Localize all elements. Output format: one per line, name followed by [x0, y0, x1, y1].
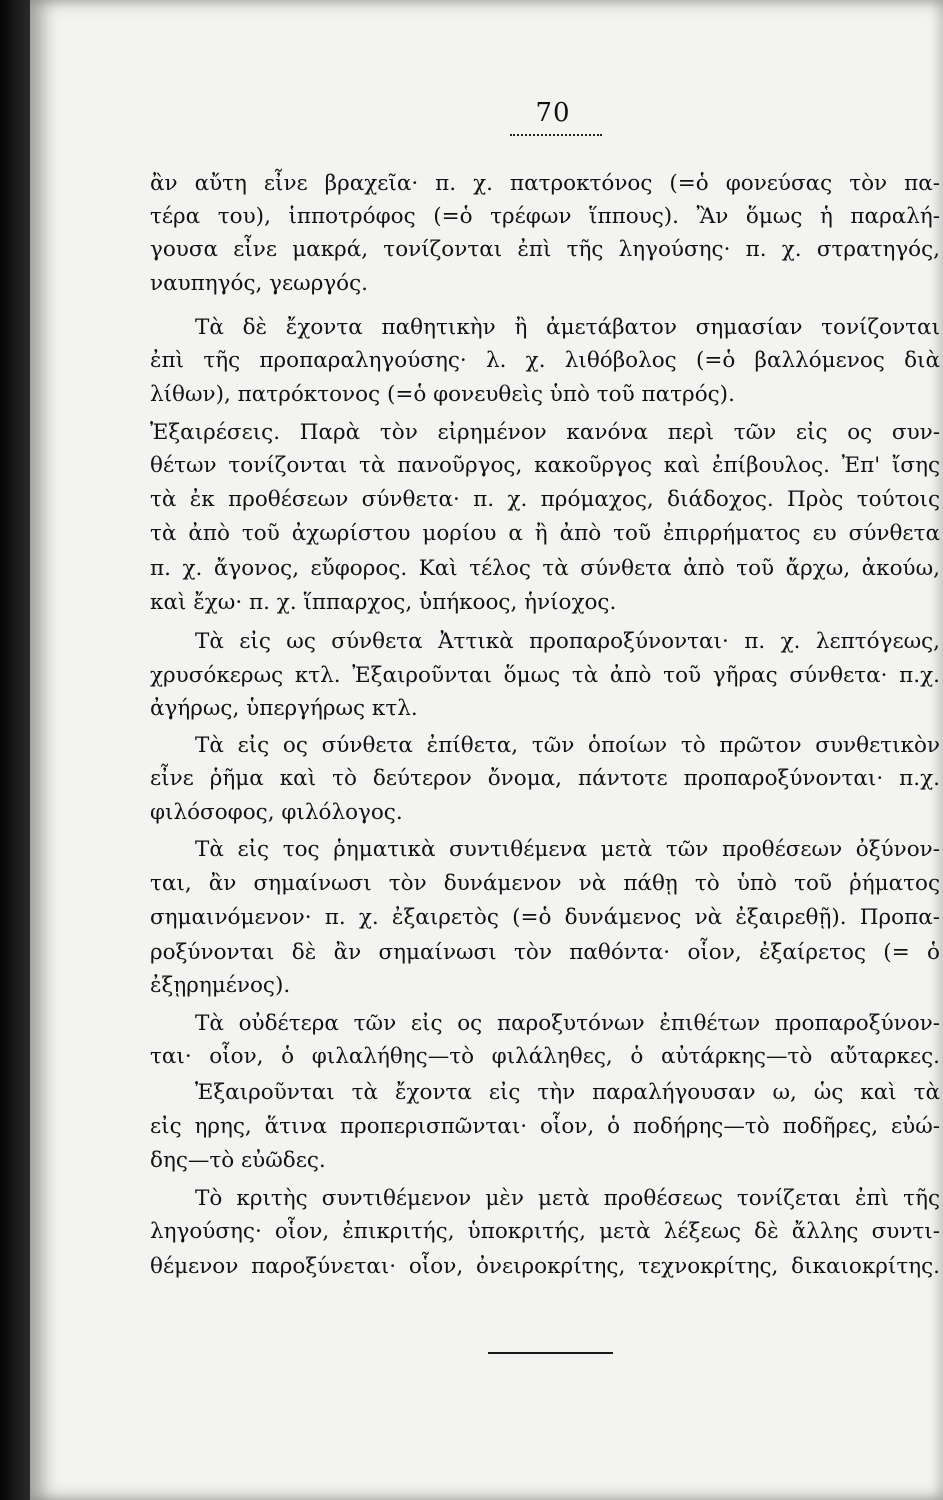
- paragraph-start-line: Ἐξαιρέσεις. Παρὰ τὸν εἰρημένον κανόνα περὶ τῶν εἰς ος συν-: [150, 420, 940, 445]
- page-number-underline: [510, 134, 602, 136]
- text-line: ληγούσης· οἷον, ἐπικριτής, ὑποκριτής, μετὰ λέξεως δὲ ἄλλης συντι-: [150, 1219, 940, 1244]
- text-line: ροξύνονται δὲ ἂν σημαίνωσι τὸν παθόντα· οἷον, ἐξαίρετος (= ὁ: [150, 940, 940, 965]
- paragraph-start-line: Τὰ εἰς ως σύνθετα Ἀττικὰ προπαροξύνονται· π. χ. λεπτόγεως,: [195, 629, 940, 654]
- text-line: ται· οἷον, ὁ φιλαλήθης—τὸ φιλάληθες, ὁ αὐτάρκης—τὸ αὔταρκες.: [150, 1044, 940, 1069]
- text-line: λίθων), πατρόκτονος (=ὁ φονευθεὶς ὑπὸ τοῦ πατρός).: [150, 382, 735, 407]
- text-line: θέτων τονίζονται τὰ πανοῦργος, κακοῦργος καὶ ἐπίβουλος. Ἐπ' ἴσης: [150, 453, 940, 478]
- text-line: ναυπηγός, γεωργός.: [150, 271, 369, 296]
- text-line: ται, ἂν σημαίνωσι τὸν δυνάμενον νὰ πάθῃ τὸ ὑπὸ τοῦ ῥήματος: [150, 871, 940, 896]
- text-line: εἶνε ῥῆμα καὶ τὸ δεύτερον ὄνομα, πάντοτε προπαροξύνονται· π.χ.: [150, 766, 940, 791]
- text-line: θέμενον παροξύνεται· οἷον, ὀνειροκρίτης, τεχνοκρίτης, δικαιοκρίτης.: [150, 1254, 940, 1279]
- text-line: σημαινόμενον· π. χ. ἐξαιρετὸς (=ὁ δυνάμενος νὰ ἐξαιρεθῇ). Προπα-: [150, 905, 940, 930]
- paragraph-start-line: Τὰ δὲ ἔχοντα παθητικὴν ἢ ἀμετάβατον σημασίαν τονίζονται: [195, 315, 940, 340]
- text-line: τὰ ἐκ προθέσεων σύνθετα· π. χ. πρόμαχος, διάδοχος. Πρὸς τούτοις: [150, 487, 940, 512]
- paragraph-start-line: Ἐξαιροῦνται τὰ ἔχοντα εἰς τὴν παραλήγουσαν ω, ὡς καὶ τὰ: [195, 1080, 940, 1105]
- text-line: φιλόσοφος, φιλόλογος.: [150, 800, 403, 825]
- paragraph-start-line: Τὰ εἰς ος σύνθετα ἐπίθετα, τῶν ὁποίων τὸ πρῶτον συνθετικὸν: [195, 733, 940, 758]
- text-line: καὶ ἔχω· π. χ. ἵππαρχος, ὑπήκοος, ἡνίοχος.: [150, 590, 617, 615]
- text-line: τέρα του), ἱπποτρόφος (=ὁ τρέφων ἵππους). Ἂν ὅμως ἡ παραλή-: [150, 204, 940, 229]
- text-line: ἀγήρως, ὑπεργήρως κτλ.: [150, 696, 418, 721]
- text-line: δης—τὸ εὐῶδες.: [150, 1148, 326, 1173]
- book-page: [30, 0, 943, 1500]
- text-line: γουσα εἶνε μακρά, τονίζονται ἐπὶ τῆς ληγούσης· π. χ. στρατηγός,: [150, 237, 940, 262]
- text-line: ἂν αὔτη εἶνε βραχεῖα· π. χ. πατροκτόνος (=ὁ φονεύσας τὸν πα-: [150, 171, 940, 196]
- text-line: τὰ ἀπὸ τοῦ ἀχωρίστου μορίου α ἢ ἀπὸ τοῦ ἐπιρρήματος ευ σύνθετα: [150, 521, 940, 546]
- text-line: ἐξῃρημένος).: [150, 973, 291, 998]
- text-line: π. χ. ἄγονος, εὔφορος. Καὶ τέλος τὰ σύνθετα ἀπὸ τοῦ ἄρχω, ἀκούω,: [150, 556, 940, 581]
- text-line: χρυσόκερως κτλ. Ἐξαιροῦνται ὅμως τὰ ἀπὸ τοῦ γῆρας σύνθετα· π.χ.: [150, 663, 940, 688]
- paragraph-start-line: Τὰ οὐδέτερα τῶν εἰς ος παροξυτόνων ἐπιθέτων προπαροξύνον-: [195, 1011, 940, 1036]
- page-number: 70: [535, 98, 571, 128]
- paragraph-start-line: Τὰ εἰς τος ῥηματικὰ συντιθέμενα μετὰ τῶν προθέσεων ὀξύνον-: [195, 837, 940, 862]
- scan-dark-margin: [0, 0, 30, 1500]
- paragraph-start-line: Τὸ κριτὴς συντιθέμενον μὲν μετὰ προθέσεως τονίζεται ἐπὶ τῆς: [195, 1186, 940, 1211]
- text-line: ἐπὶ τῆς προπαραληγούσης· λ. χ. λιθόβολος (=ὁ βαλλόμενος διὰ: [150, 348, 940, 373]
- text-line: εἰς ηρης, ἅτινα προπερισπῶνται· οἷον, ὁ ποδήρης—τὸ ποδῆρες, εὐώ-: [150, 1114, 940, 1139]
- section-end-rule: [488, 1352, 613, 1354]
